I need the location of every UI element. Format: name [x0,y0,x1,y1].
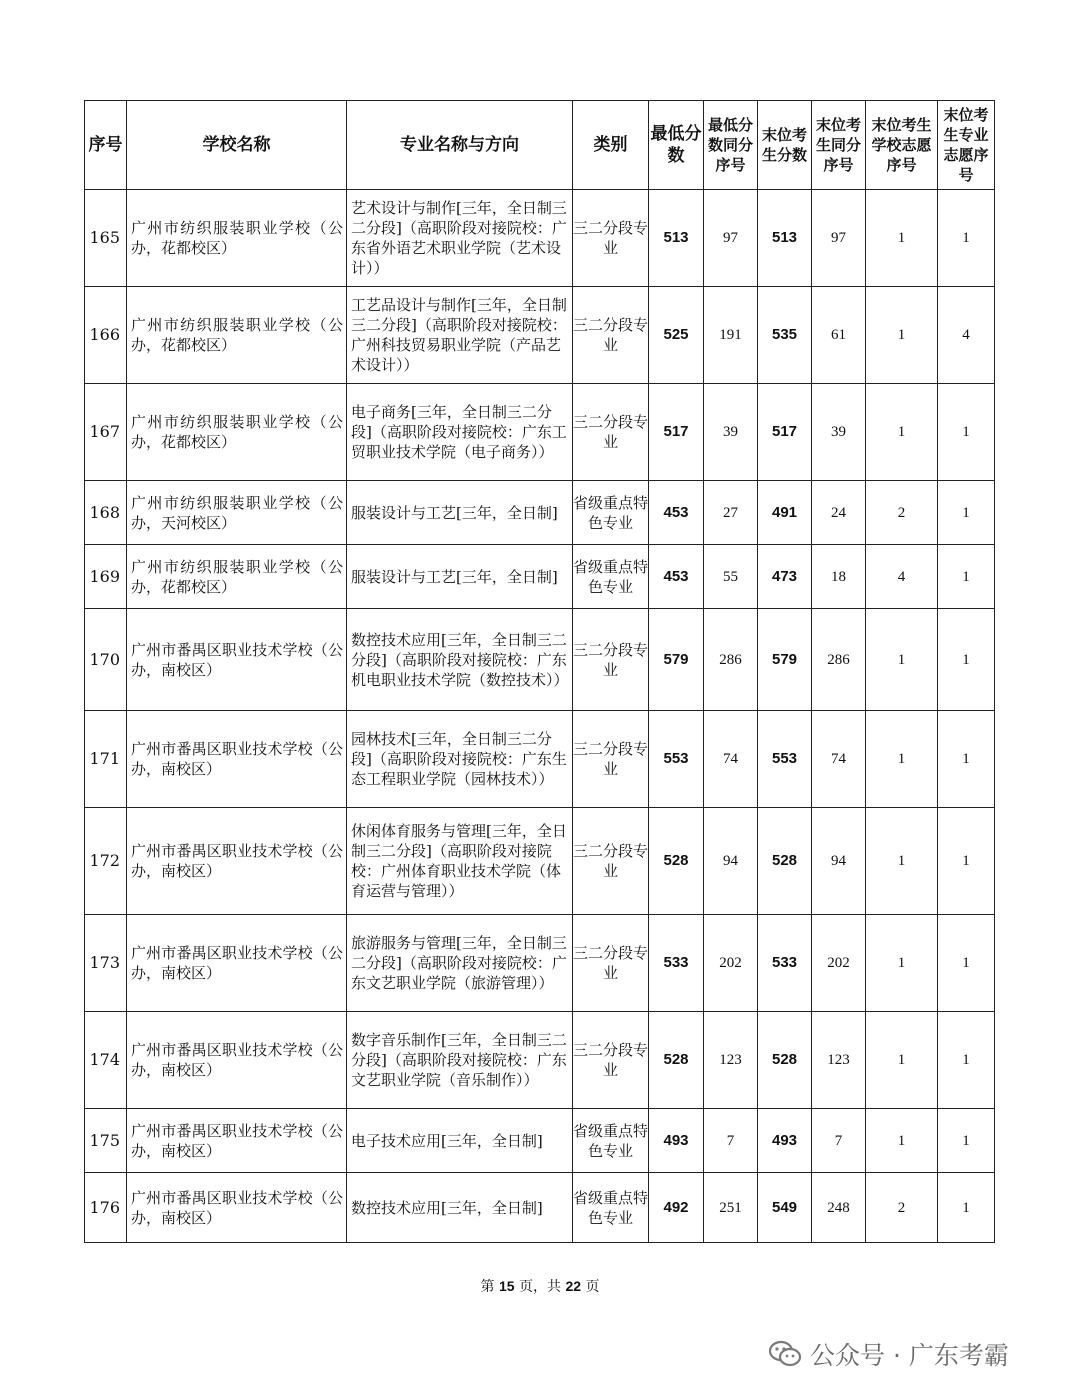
cell-category: 三二分段专业 [573,711,649,808]
cell-min-score: 533 [649,915,704,1012]
cell-school-name: 广州市纺织服装职业学校（公办，花都校区） [127,287,347,384]
cell-category: 三二分段专业 [573,915,649,1012]
cell-major: 园林技术[三年，全日制三二分段]（高职阶段对接院校：广东生态工程职业学院（园林技术）） [347,711,573,808]
cell-major: 艺术设计与制作[三年，全日制三二分段]（高职阶段对接院校：广东省外语艺术职业学院（艺术设计）） [347,190,573,287]
table-row [85,609,995,711]
cell-major: 电子商务[三年，全日制三二分段]（高职阶段对接院校：广东工贸职业技术学院（电子商务）） [347,384,573,481]
cell-major-pref: 1 [938,609,995,711]
cell-major: 休闲体育服务与管理[三年，全日制三二分段]（高职阶段对接院校：广州体育职业技术学院（体育运营与管理）） [347,808,573,915]
cell-min-rank: 74 [704,711,758,808]
cell-seq: 165 [85,190,127,287]
cell-major-pref: 1 [938,915,995,1012]
cell-school-name: 广州市纺织服装职业学校（公办，花都校区） [127,545,347,609]
cell-school-name: 广州市番禺区职业技术学校（公办，南校区） [127,1173,347,1243]
table-row [85,481,995,545]
cell-min-score: 528 [649,808,704,915]
page-footer [0,1276,1080,1296]
cell-major-pref: 1 [938,384,995,481]
table-row [85,1109,995,1173]
cell-school-pref: 1 [866,384,938,481]
cell-min-score: 453 [649,545,704,609]
footer-total-pages: 22 [565,1278,582,1294]
header-school: 学校名称 [127,101,347,190]
cell-min-score: 453 [649,481,704,545]
cell-last-rank: 61 [812,287,866,384]
cell-school-pref: 2 [866,481,938,545]
cell-min-rank: 191 [704,287,758,384]
cell-last-score: 535 [758,287,812,384]
cell-school-name: 广州市番禺区职业技术学校（公办，南校区） [127,915,347,1012]
cell-min-rank: 123 [704,1012,758,1109]
wechat-icon [768,1339,802,1369]
cell-major: 服装设计与工艺[三年，全日制] [347,481,573,545]
footer-suffix: 页 [585,1279,600,1295]
cell-seq: 170 [85,609,127,711]
cell-last-rank: 24 [812,481,866,545]
cell-seq: 168 [85,481,127,545]
cell-last-rank: 97 [812,190,866,287]
header-last-school-pref: 末位考生学校志愿序号 [866,101,938,190]
cell-major: 工艺品设计与制作[三年，全日制三二分段]（高职阶段对接院校：广州科技贸易职业学院（产品艺术设计）） [347,287,573,384]
header-category: 类别 [573,101,649,190]
cell-school-pref: 1 [866,808,938,915]
header-seq: 序号 [85,101,127,190]
cell-last-score: 491 [758,481,812,545]
cell-last-score: 549 [758,1173,812,1243]
cell-category: 三二分段专业 [573,190,649,287]
cell-min-rank: 55 [704,545,758,609]
cell-seq: 172 [85,808,127,915]
cell-major-pref: 1 [938,1012,995,1109]
cell-school-pref: 1 [866,287,938,384]
table-row [85,711,995,808]
cell-major-pref: 1 [938,481,995,545]
cell-seq: 171 [85,711,127,808]
cell-last-rank: 202 [812,915,866,1012]
cell-school-pref: 1 [866,915,938,1012]
cell-last-score: 528 [758,808,812,915]
cell-school-name: 广州市番禺区职业技术学校（公办，南校区） [127,808,347,915]
cell-school-name: 广州市番禺区职业技术学校（公办，南校区） [127,609,347,711]
table-row [85,287,995,384]
cell-school-pref: 1 [866,190,938,287]
cell-school-name: 广州市番禺区职业技术学校（公办，南校区） [127,1109,347,1173]
cell-major-pref: 4 [938,287,995,384]
header-major: 专业名称与方向 [347,101,573,190]
cell-min-score: 493 [649,1109,704,1173]
cell-last-rank: 94 [812,808,866,915]
cell-school-name: 广州市番禺区职业技术学校（公办，南校区） [127,711,347,808]
cell-seq: 167 [85,384,127,481]
table-row [85,545,995,609]
cell-category: 三二分段专业 [573,609,649,711]
table-row [85,915,995,1012]
cell-min-score: 553 [649,711,704,808]
cell-major: 电子技术应用[三年，全日制] [347,1109,573,1173]
cell-category: 三二分段专业 [573,287,649,384]
header-min-score: 最低分数 [649,101,704,190]
admission-score-table [84,100,995,1243]
cell-min-rank: 7 [704,1109,758,1173]
cell-seq: 176 [85,1173,127,1243]
cell-min-score: 525 [649,287,704,384]
header-last-rank: 末位考生同分序号 [812,101,866,190]
cell-category: 三二分段专业 [573,384,649,481]
cell-last-rank: 123 [812,1012,866,1109]
table-header-row [85,101,995,190]
cell-min-score: 517 [649,384,704,481]
cell-min-rank: 251 [704,1173,758,1243]
header-min-rank: 最低分数同分序号 [704,101,758,190]
cell-min-score: 513 [649,190,704,287]
cell-min-score: 528 [649,1012,704,1109]
watermark-text: 公众号 · 广东考霸 [810,1341,1009,1370]
cell-school-name: 广州市纺织服装职业学校（公办，花都校区） [127,190,347,287]
cell-major: 服装设计与工艺[三年，全日制] [347,545,573,609]
cell-major-pref: 1 [938,545,995,609]
header-last-major-pref: 末位考生专业志愿序号 [938,101,995,190]
footer-prefix: 第 [480,1279,495,1295]
cell-major: 数控技术应用[三年，全日制] [347,1173,573,1243]
footer-middle: 页，共 [519,1279,561,1295]
footer-page-number: 15 [498,1278,515,1294]
cell-min-rank: 39 [704,384,758,481]
cell-category: 省级重点特色专业 [573,481,649,545]
table-row [85,808,995,915]
cell-major-pref: 1 [938,1173,995,1243]
table-row [85,1012,995,1109]
cell-last-score: 493 [758,1109,812,1173]
cell-school-name: 广州市纺织服装职业学校（公办，花都校区） [127,384,347,481]
cell-school-pref: 1 [866,711,938,808]
cell-school-pref: 1 [866,1109,938,1173]
cell-min-rank: 286 [704,609,758,711]
cell-school-pref: 4 [866,545,938,609]
cell-category: 省级重点特色专业 [573,1173,649,1243]
cell-seq: 174 [85,1012,127,1109]
cell-last-score: 553 [758,711,812,808]
cell-school-pref: 1 [866,1012,938,1109]
cell-school-name: 广州市番禺区职业技术学校（公办，南校区） [127,1012,347,1109]
cell-last-rank: 7 [812,1109,866,1173]
table-row [85,190,995,287]
table-row [85,384,995,481]
cell-school-pref: 2 [866,1173,938,1243]
header-last-score: 末位考生分数 [758,101,812,190]
cell-major-pref: 1 [938,711,995,808]
cell-min-rank: 97 [704,190,758,287]
cell-category: 省级重点特色专业 [573,545,649,609]
cell-category: 三二分段专业 [573,1012,649,1109]
cell-last-rank: 18 [812,545,866,609]
cell-last-score: 528 [758,1012,812,1109]
cell-min-rank: 27 [704,481,758,545]
cell-major-pref: 1 [938,190,995,287]
cell-last-score: 579 [758,609,812,711]
cell-last-rank: 39 [812,384,866,481]
cell-seq: 173 [85,915,127,1012]
cell-category: 省级重点特色专业 [573,1109,649,1173]
cell-school-pref: 1 [866,609,938,711]
table-row [85,1173,995,1243]
cell-major-pref: 1 [938,1109,995,1173]
cell-last-rank: 286 [812,609,866,711]
watermark [768,1336,1009,1372]
cell-min-score: 492 [649,1173,704,1243]
cell-last-score: 517 [758,384,812,481]
cell-min-rank: 94 [704,808,758,915]
cell-seq: 175 [85,1109,127,1173]
cell-min-score: 579 [649,609,704,711]
cell-major: 数控技术应用[三年，全日制三二分段]（高职阶段对接院校：广东机电职业技术学院（数控技术）） [347,609,573,711]
cell-seq: 169 [85,545,127,609]
cell-last-rank: 248 [812,1173,866,1243]
cell-min-rank: 202 [704,915,758,1012]
cell-last-score: 473 [758,545,812,609]
cell-last-score: 533 [758,915,812,1012]
cell-last-rank: 74 [812,711,866,808]
cell-category: 三二分段专业 [573,808,649,915]
cell-school-name: 广州市纺织服装职业学校（公办，天河校区） [127,481,347,545]
cell-major: 数字音乐制作[三年，全日制三二分段]（高职阶段对接院校：广东文艺职业学院（音乐制作）） [347,1012,573,1109]
cell-major: 旅游服务与管理[三年，全日制三二分段]（高职阶段对接院校：广东文艺职业学院（旅游管理）） [347,915,573,1012]
cell-major-pref: 1 [938,808,995,915]
cell-last-score: 513 [758,190,812,287]
cell-seq: 166 [85,287,127,384]
